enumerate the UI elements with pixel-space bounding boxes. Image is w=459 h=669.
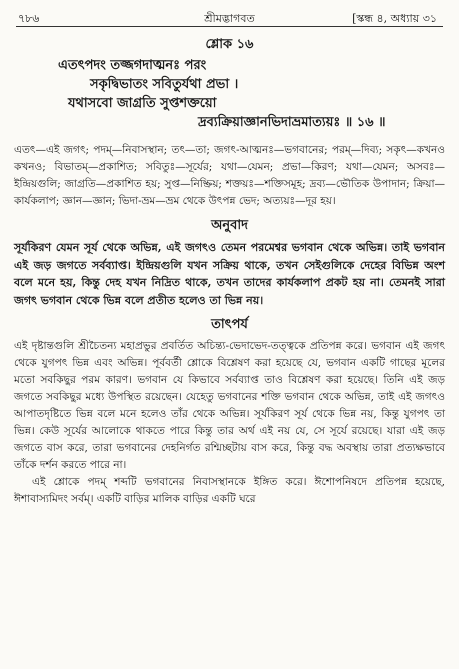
purport-text: [14, 338, 445, 508]
book-title: শ্রীমদ্ভাগবত: [204, 12, 255, 25]
purport-paragraph: এই দৃষ্টান্তগুলি শ্রীচৈতন্য মহাপ্রভুর প্রবর্তিত অচিন্ত্য-ভেদাভেদ-তত্ত্বকে প্রতিপন্ন করে। ভগবান এই জগৎ থেকে যুগপৎ ভিন্ন এবং অভিন্ন। পূর্ববর্তী শ্লোকে বিশ্লেষণ করা হয়েছে যে, ভগবান একটি গাছের মূলের মতো সবকিছুর পরম কারণ। ভগবান যে কিভাবে সর্বব্যাপ্ত তাও বিশ্লেষণ করা হয়েছে। তিনি এই জড় জগতে সবকিছুর মধ্যে উপস্থিত রয়েছেন। যেহেতু ভগবানের শক্তি ভগবান থেকে অভিন্ন, তাই এই জগৎও আপাতদৃষ্টিতে ভিন্ন বলে মনে হলেও তাঁর থেকে অভিন্ন। সূর্যকিরণ সূর্য থেকে ভিন্ন নয়, কিন্তু যুগপৎ তা ভিন্ন। কেউ সূর্যের আলোকে থাকতে পারে কিন্তু তার অর্থ এই নয় যে, সে সূর্যে রয়েছে। যারা এই জড় জগতে বাস করে, তারা ভগবানের দেহনির্গত রশ্মিচ্ছটায় বাস করে, কিন্তু বদ্ধ অবস্থায় তারা প্রত্যক্ষভাবে তাঁকে দর্শন করতে পারে না।: [14, 340, 445, 471]
page-header: [14, 6, 445, 26]
verse-text: [14, 56, 445, 132]
translation-text: সূর্যকিরণ যেমন সূর্য থেকে অভিন্ন, এই জগৎও তেমন পরমেশ্বর ভগবান থেকে অভিন্ন। তাই ভগবান এই জড় জগতে সর্বব্যাপ্ত। ইন্দ্রিয়গুলি যখন সক্রিয় থাকে, তখন সেইগুলিকে দেহের বিভিন্ন অংশ বলে মনে হয়, কিন্তু দেহ যখন নিদ্রিত থাকে, তখন তাদের কার্যকলাপ প্রকট হয় না। তেমনই সারা জগৎ ভগবান থেকে ভিন্ন বলে প্রতীত হলেও তা ভিন্ন নয়।: [14, 241, 445, 307]
purport-heading: তাৎপর্য: [211, 317, 248, 332]
translation-heading: অনুবাদ: [211, 218, 248, 233]
verse-line: সকৃদ্বিভাতং সবিতুর্যথা প্রভা ।: [90, 77, 239, 92]
page-number: ৭৮৬: [18, 12, 40, 25]
chapter-reference: [স্কন্ধ ৪, অধ্যায় ৩১: [352, 12, 437, 25]
verse-line: এতৎপদং তজ্জগদাত্মনঃ পরং: [58, 58, 207, 73]
verse-line: দ্রব্যক্রিয়াজ্ঞানভিদাভ্রমাত্যয়ঃ ॥ ১৬ ॥: [198, 115, 386, 130]
purport-paragraph: এই শ্লোকে পদম্ শব্দটি ভগবানের নিবাসস্থানকে ইঙ্গিত করে। ঈশোপনিষদে প্রতিপন্ন হয়েছে, ঈশাবাস্যমিদং সর্বম্। একটি বাড়ির মালিক বাড়ির একটি ঘরে: [14, 476, 445, 505]
word-by-word-synonyms: এতৎ—এই জগৎ; পদম্—নিবাসস্থান; তৎ—তা; জগৎ-আত্মনঃ—ভগবানের; পরম্—দিব্য; সকৃৎ—কখনও কখনও; বিভাতম্—প্রকাশিত; সবিতুঃ—সূর্যের; যথা—যেমন; প্রভা—কিরণ; যথা—যেমন; অসবঃ—ইন্দ্রিয়গুলি; জাগ্রতি—প্রকাশিত হয়; সুপ্ত—নিষ্ক্রিয়; শক্তয়ঃ—শক্তিসমূহ; দ্রব্য—ভৌতিক উপাদান; ক্রিয়া—কার্যকলাপ; জ্ঞান—জ্ঞান; ভিদা-ভ্রম—ভ্রম থেকে উৎপন্ন ভেদ; অত্যয়ঃ—দূর হয়।: [14, 144, 445, 207]
verse-line: যথাসবো জাগ্রতি সুপ্তশক্তয়ো: [68, 96, 217, 111]
verse-number: শ্লোক ১৬: [205, 37, 254, 52]
